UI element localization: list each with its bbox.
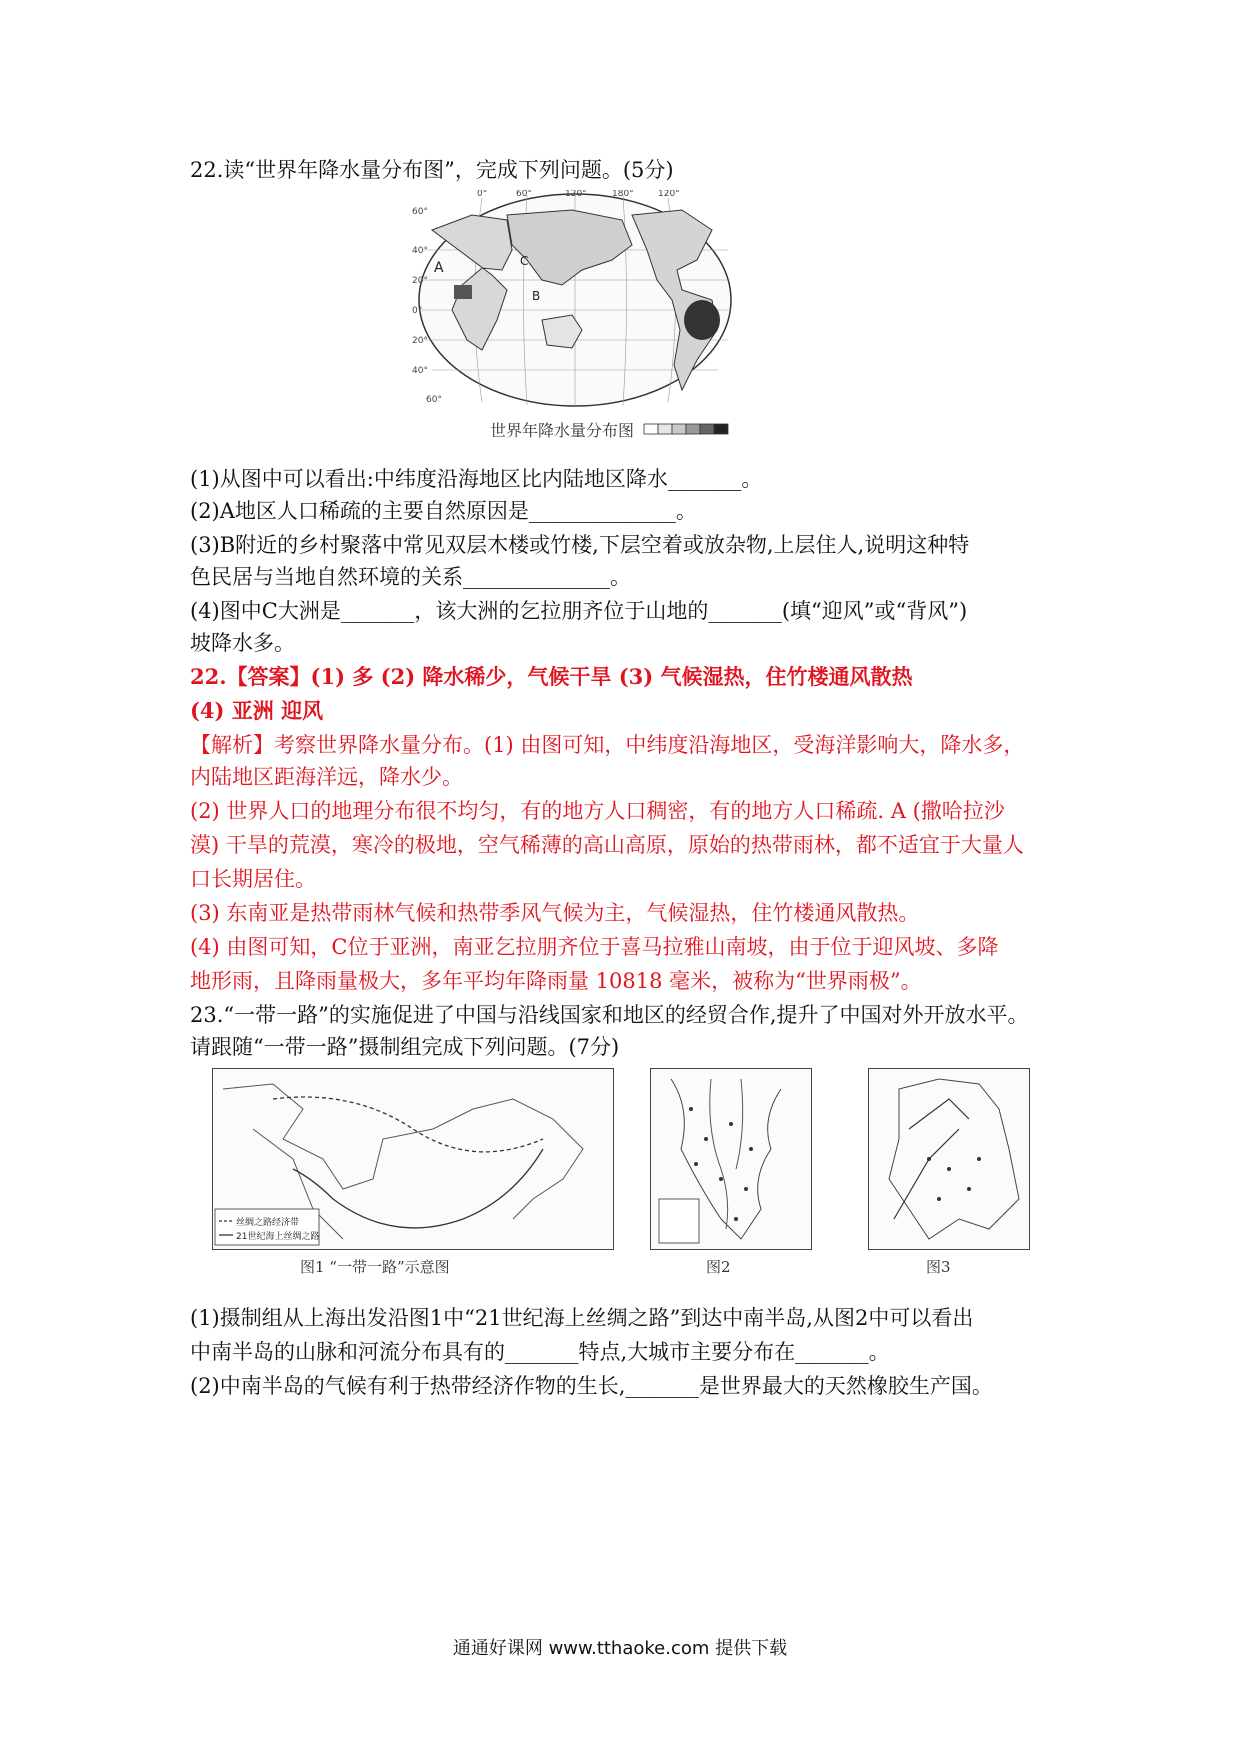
q22-part4-line1: (4)图中C大洲是_______，该大洲的乞拉朋齐位于山地的_______(填“迎风”或“背风”) xyxy=(190,599,968,623)
q22-analysis-line: 口长期居住。 xyxy=(190,867,316,891)
q22-part1: (1)从图中可以看出:中纬度沿海地区比内陆地区降水_______。 xyxy=(190,467,763,491)
q22-analysis-line: (4) 由图可知，C位于亚洲，南亚乞拉朋齐位于喜马拉雅山南坡，由于位于迎风坡、多降 xyxy=(190,935,999,959)
q22-title: 22.读“世界年降水量分布图”，完成下列问题。(5分) xyxy=(190,158,674,182)
indochina-graphic xyxy=(651,1069,811,1249)
q22-analysis-line: 【解析】考察世界降水量分布。(1) 由图可知，中纬度沿海地区，受海洋影响大，降水多， xyxy=(190,733,1025,757)
legend-maritime-silk-road: 21世纪海上丝绸之路 xyxy=(236,1232,320,1242)
map-lat-label: 40° xyxy=(412,246,428,256)
q22-analysis-line: 漠) 干旱的荒漠，寒冷的极地，空气稀薄的高山高原，原始的热带雨林，都不适宜于大量人 xyxy=(190,833,1024,857)
q22-part2: (2)A地区人口稀疏的主要自然原因是______________。 xyxy=(190,499,697,523)
map-lat-label: 20° xyxy=(412,336,428,346)
belt-and-road-map xyxy=(212,1068,614,1250)
q23-intro-line1: 23.“一带一路”的实施促进了中国与沿线国家和地区的经贸合作,提升了中国对外开放水平。 xyxy=(190,1003,1029,1027)
q22-part3-line1: (3)B附近的乡村聚落中常见双层木楼或竹楼,下层空着或放杂物,上层住人,说明这种特 xyxy=(190,533,970,557)
q22-analysis-line: 内陆地区距海洋远，降水少。 xyxy=(190,765,463,789)
map-lon-label: 120° xyxy=(658,190,680,199)
map-label-b: B xyxy=(532,289,541,303)
q23-part2: (2)中南半岛的气候有利于热带经济作物的生长,_______是世界最大的天然橡胶生产国。 xyxy=(190,1374,993,1398)
world-precipitation-map xyxy=(412,190,738,444)
map-label-a: A xyxy=(434,260,444,276)
fig2-caption: 图2 xyxy=(706,1258,731,1276)
q23-part1-line2: 中南半岛的山脉和河流分布具有的_______特点,大城市主要分布在_______。 xyxy=(190,1340,890,1364)
belt-road-graphic xyxy=(213,1069,613,1249)
q23-intro-line2: 请跟随“一带一路”摄制组完成下列问题。(7分) xyxy=(190,1035,620,1059)
europe-graphic xyxy=(869,1069,1029,1249)
precipitation-legend xyxy=(644,424,728,434)
indochina-map xyxy=(650,1068,812,1250)
map-lat-label: 20° xyxy=(412,276,428,286)
q22-analysis-line: 地形雨，且降雨量极大，多年平均年降雨量 10818 毫米，被称为“世界雨极”。 xyxy=(190,969,922,993)
q22-analysis-line: (2) 世界人口的地理分布很不均匀，有的地方人口稠密，有的地方人口稀疏. A (撒哈拉沙 xyxy=(190,799,1005,823)
q22-part4-line2: 坡降水多。 xyxy=(190,631,295,655)
europe-map xyxy=(868,1068,1030,1250)
fig3-caption: 图3 xyxy=(926,1258,951,1276)
map-lon-label: 120° xyxy=(565,190,587,199)
fig1-caption: 图1 “一带一路”示意图 xyxy=(300,1258,450,1276)
map-lat-label: 60° xyxy=(426,395,442,405)
map-lat-label: 40° xyxy=(412,366,428,376)
map-lat-label: 0° xyxy=(412,306,423,316)
map-lon-label: 180° xyxy=(612,190,634,199)
q22-part3-line2: 色民居与当地自然环境的关系______________。 xyxy=(190,565,631,589)
world-map-graphic xyxy=(412,190,738,444)
q22-answer-line1: 22.【答案】(1) 多 (2) 降水稀少，气候干旱 (3) 气候湿热，住竹楼通风散热 xyxy=(190,664,913,689)
map-lat-label: 60° xyxy=(412,207,428,217)
map-lon-label: 0° xyxy=(477,190,488,199)
page-footer: 通通好课网 www.tthaoke.com 提供下载 xyxy=(452,1638,788,1659)
q22-answer-line2: (4) 亚洲 迎风 xyxy=(190,698,324,723)
q23-part1-line1: (1)摄制组从上海出发沿图1中“21世纪海上丝绸之路”到达中南半岛,从图2中可以看出 xyxy=(190,1306,974,1330)
map-lon-label: 60° xyxy=(516,190,532,199)
q22-analysis-line: (3) 东南亚是热带雨林气候和热带季风气候为主，气候湿热，住竹楼通风散热。 xyxy=(190,901,920,925)
map-caption: 世界年降水量分布图 xyxy=(490,421,635,440)
map-label-c: C xyxy=(520,254,529,268)
legend-silk-road-belt: 丝绸之路经济带 xyxy=(236,1218,300,1228)
